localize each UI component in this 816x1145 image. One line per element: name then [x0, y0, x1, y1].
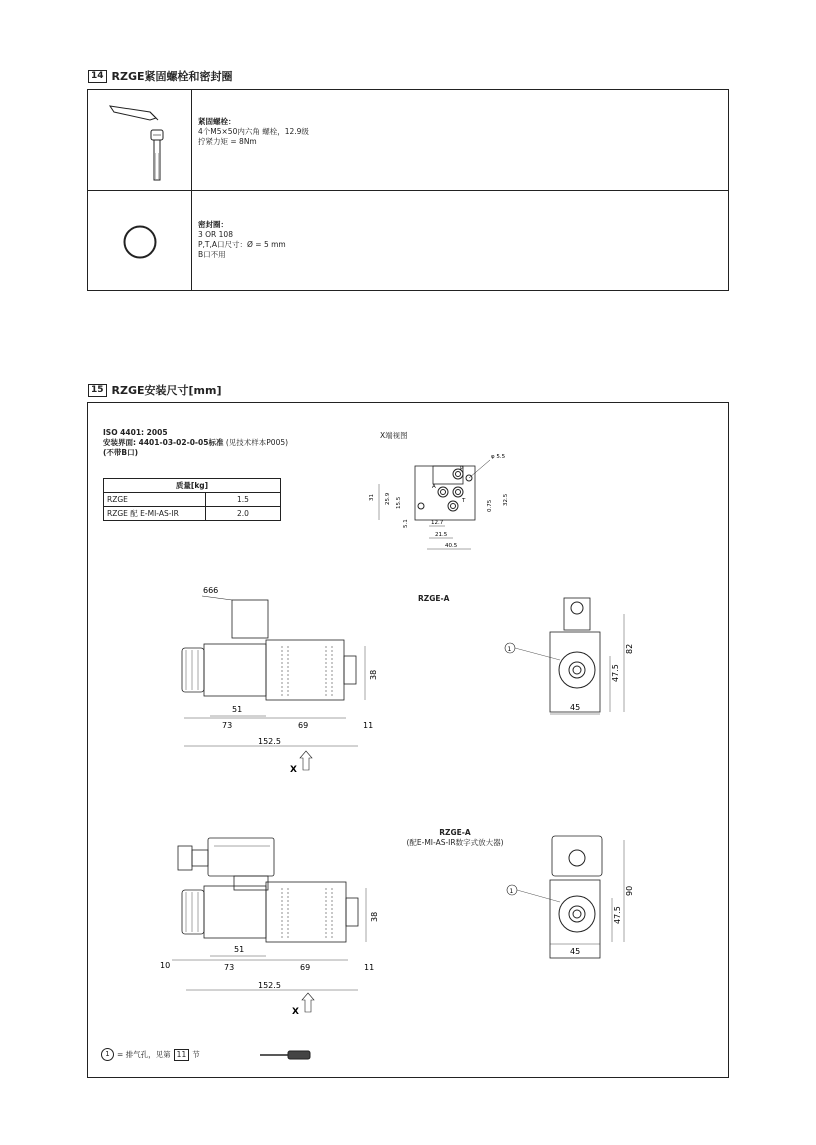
- bolts-description: [198, 117, 309, 147]
- no-b-port: (不带B口): [103, 448, 139, 457]
- dim-11: 11: [364, 963, 375, 972]
- port-label-p: P: [460, 466, 464, 472]
- seals-line2: P,T,A口尺寸：Ø = 5 mm: [198, 240, 286, 249]
- height-38: 38: [370, 911, 379, 922]
- section-title: RZGE紧固螺栓和密封圈: [111, 70, 233, 83]
- dim-73: 73: [224, 963, 235, 972]
- dim-45: 45: [570, 703, 581, 712]
- dim-69: 69: [298, 721, 309, 730]
- x-view-arrow: X: [290, 765, 297, 775]
- dim-45: 45: [570, 947, 581, 956]
- table-row: [104, 493, 281, 507]
- interface-line: [103, 438, 288, 448]
- dim-12-7: 12.7: [431, 520, 444, 526]
- seals-description: [198, 220, 286, 260]
- dim-152-5: 152.5: [258, 737, 281, 746]
- view1-end-drawing: [500, 596, 650, 721]
- x-view-arrow: X: [292, 1007, 299, 1017]
- port-pattern-drawing: [365, 448, 525, 556]
- arrow-up-icon: [300, 751, 312, 770]
- model-cell: RZGE 配 E-MI-AS-IR: [104, 507, 206, 521]
- view1-side-drawing: [170, 578, 385, 778]
- dim-69: 69: [300, 963, 311, 972]
- dim-11: 11: [363, 721, 374, 730]
- dim-47-5: 47.5: [611, 664, 620, 682]
- dim-10: 10: [160, 961, 171, 970]
- arrow-up-icon: [302, 993, 314, 1012]
- connector-dim: 666: [203, 586, 219, 595]
- view2-side-drawing: [158, 832, 383, 1022]
- dim-73: 73: [222, 721, 233, 730]
- table-row: [104, 507, 281, 521]
- mass-cell: 2.0: [206, 507, 281, 521]
- section-number: 14: [88, 70, 107, 83]
- section-title: RZGE安装尺寸[mm]: [111, 384, 222, 397]
- view2-model-label: RZGE-A: [439, 828, 471, 837]
- section-number: 15: [88, 384, 107, 397]
- footnote-text-b: 节: [192, 1049, 200, 1059]
- dim-40-5: 40.5: [445, 543, 458, 549]
- bolts-line1: 4个M5×50内六角 螺栓，12.9级: [198, 127, 309, 136]
- callout-number: 1: [507, 646, 512, 653]
- bolts-line2: 拧紧力矩 = 8Nm: [198, 137, 257, 146]
- section-14-heading: [88, 68, 233, 84]
- dim-152-5: 152.5: [258, 981, 281, 990]
- view2-end-drawing: [500, 832, 650, 962]
- port-label-t: T: [462, 498, 466, 504]
- iso-block: [103, 428, 288, 458]
- iso-line: ISO 4401: 2005: [103, 428, 168, 437]
- dim-15-5: 15.5: [396, 496, 402, 509]
- seals-line1: 3 OR 108: [198, 230, 233, 239]
- interface-standard: 安装界面: 4401-03-02-0-05标准: [103, 438, 224, 447]
- dim-51: 51: [234, 945, 245, 954]
- height-38: 38: [369, 669, 378, 680]
- mass-table: [103, 478, 281, 521]
- dim-90: 90: [625, 885, 634, 896]
- dim-21-5: 21.5: [435, 532, 448, 538]
- dim-51: 51: [232, 705, 243, 714]
- dim-0-75: 0.75: [487, 499, 493, 512]
- bolts-seals-table: [87, 89, 729, 291]
- dim-82: 82: [625, 643, 634, 654]
- dim-5-1: 5.1: [403, 519, 409, 528]
- callout-circle: 1: [101, 1048, 114, 1061]
- mass-cell: 1.5: [206, 493, 281, 507]
- dim-47-5: 47.5: [613, 906, 622, 924]
- callout-number: 1: [509, 888, 514, 895]
- dim-25-9: 25.9: [385, 492, 391, 505]
- model-cell: RZGE: [104, 493, 206, 507]
- x-view-label: X端视图: [380, 431, 408, 440]
- dim-32-5: 32.5: [503, 493, 509, 506]
- footnote: [101, 1048, 200, 1061]
- row-divider: [88, 190, 728, 191]
- screwdriver-icon: [258, 1048, 312, 1062]
- port-label-a: A: [432, 484, 436, 490]
- seals-heading: 密封圈：: [198, 220, 228, 229]
- dim-31: 31: [369, 494, 375, 501]
- seals-line3: B口不用: [198, 250, 226, 259]
- hex-key-bolt-icon: [106, 98, 176, 188]
- bolts-heading: 紧固螺栓：: [198, 117, 236, 126]
- mass-table-header: 质量[kg]: [104, 479, 281, 493]
- view1-model-label: RZGE-A: [418, 594, 450, 603]
- section-ref: 11: [174, 1049, 190, 1061]
- o-ring-icon: [120, 222, 160, 262]
- interface-ref: (见技术样本P005): [225, 438, 289, 447]
- view2-model-sub: (配E-MI-AS-IR数字式放大器): [406, 838, 504, 847]
- section-15-heading: [88, 382, 222, 398]
- footnote-text-a: = 排气孔，见第: [117, 1049, 171, 1059]
- hole-diameter-dim: φ 5.5: [491, 454, 506, 460]
